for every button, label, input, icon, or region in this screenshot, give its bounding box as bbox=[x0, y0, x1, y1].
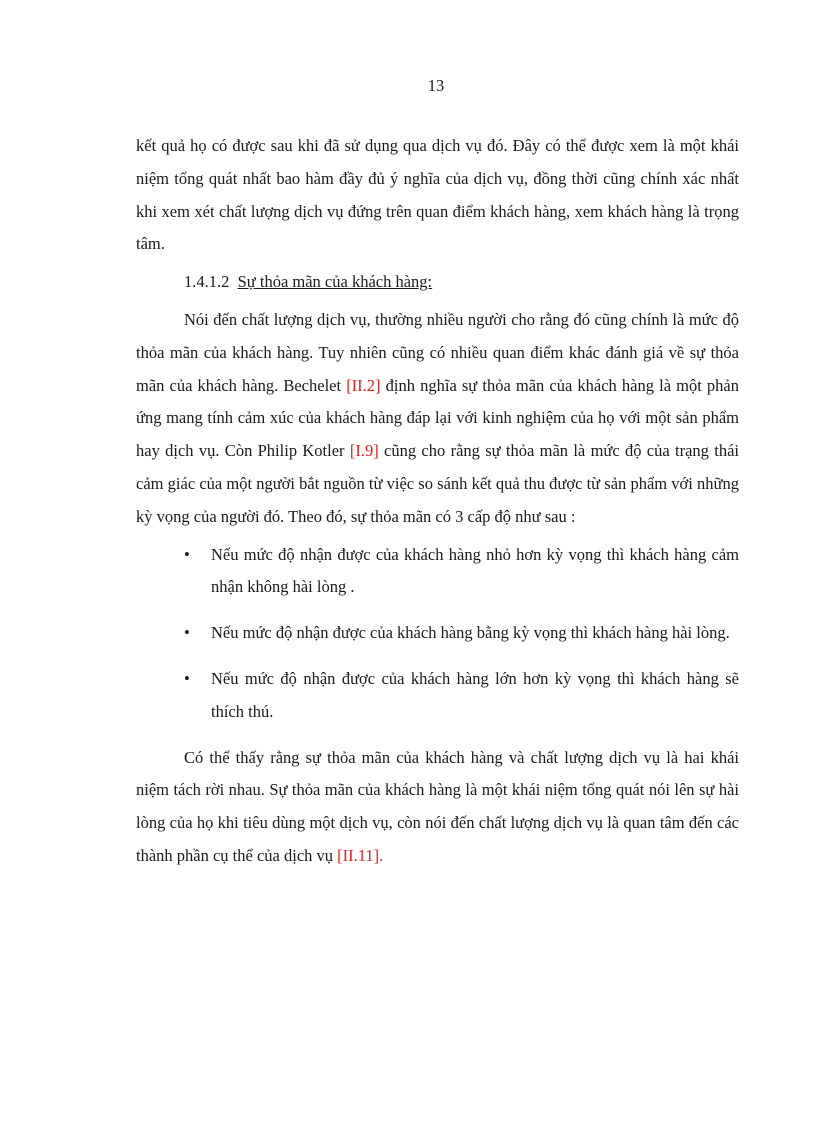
paragraph-text: Nói đến chất lượng dịch vụ, thường nhiều người cho rằng đó cũng chính là mức độ thỏa mãn của khách hàng. Tuy nhiên cũng có nhiều quan điểm khác đánh giá về sự thỏa mãn của khách hàng. Bechelet bbox=[136, 309, 739, 395]
paragraph-text: cũng cho rằng sự thỏa mãn là mức độ của trạng thái cảm giác của một người bắt nguồn từ việc so sánh kết quả thu được từ sản phẩm với những kỳ vọng của người đó. Theo đó, sự thỏa mãn có 3 cấp độ như sau : bbox=[136, 441, 739, 526]
list-item-text: Nếu mức độ nhận được của khách hàng nhỏ hơn kỳ vọng thì khách hàng cảm nhận không hài lòng . bbox=[211, 544, 739, 597]
bullet-icon: • bbox=[184, 668, 190, 688]
list-item bbox=[136, 617, 739, 650]
list-item-text: Nếu mức độ nhận được của khách hàng lớn hơn kỳ vọng thì khách hàng sẽ thích thú. bbox=[211, 668, 739, 721]
citation-link[interactable]: [II.11]. bbox=[337, 845, 384, 865]
paragraph-conclusion bbox=[136, 742, 739, 873]
paragraph-text: Có thể thấy rằng sự thỏa mãn của khách hàng và chất lượng dịch vụ là hai khái niệm tách rời nhau. Sự thỏa mãn của khách hàng là một khái niệm tổng quát nói lên sự hài lòng của họ khi tiêu dùng một dịch vụ, còn nói đến chất lượng dịch vụ là quan tâm đến các thành phần cụ thể của dịch vụ bbox=[136, 747, 739, 865]
section-heading bbox=[136, 266, 739, 299]
bullet-icon: • bbox=[184, 623, 190, 643]
citation-link[interactable]: [I.9] bbox=[349, 441, 379, 461]
citation-link[interactable]: [II.2] bbox=[346, 375, 381, 395]
page-content bbox=[136, 130, 739, 873]
list-item bbox=[136, 539, 739, 605]
list-item-text: Nếu mức độ nhận được của khách hàng bằng kỳ vọng thì khách hàng hài lòng. bbox=[211, 623, 730, 643]
paragraph-text: định nghĩa sự thỏa mãn của khách hàng là một phản ứng mang tính cảm xúc của khách hàng đáp lại với kinh nghiệm của họ với một sản phẩm hay dịch vụ. Còn Philip Kotler bbox=[136, 375, 739, 461]
satisfaction-levels-list bbox=[136, 539, 739, 729]
bullet-icon: • bbox=[184, 544, 190, 564]
section-number: 1.4.1.2 bbox=[184, 272, 230, 292]
paragraph-intro: kết quả họ có được sau khi đã sử dụng qua dịch vụ đó. Đây có thể được xem là một khái niệm tổng quát nhất bao hàm đầy đủ ý nghĩa của dịch vụ, đồng thời cũng chính xác nhất khi xem xét chất lượng dịch vụ đứng trên quan điểm khách hàng, xem khách hàng là trọng tâm. bbox=[136, 136, 739, 254]
page-number: 13 bbox=[427, 76, 445, 95]
section-title: Sự thỏa mãn của khách hàng: bbox=[237, 272, 433, 292]
paragraph-satisfaction bbox=[136, 304, 739, 534]
list-item bbox=[136, 663, 739, 729]
